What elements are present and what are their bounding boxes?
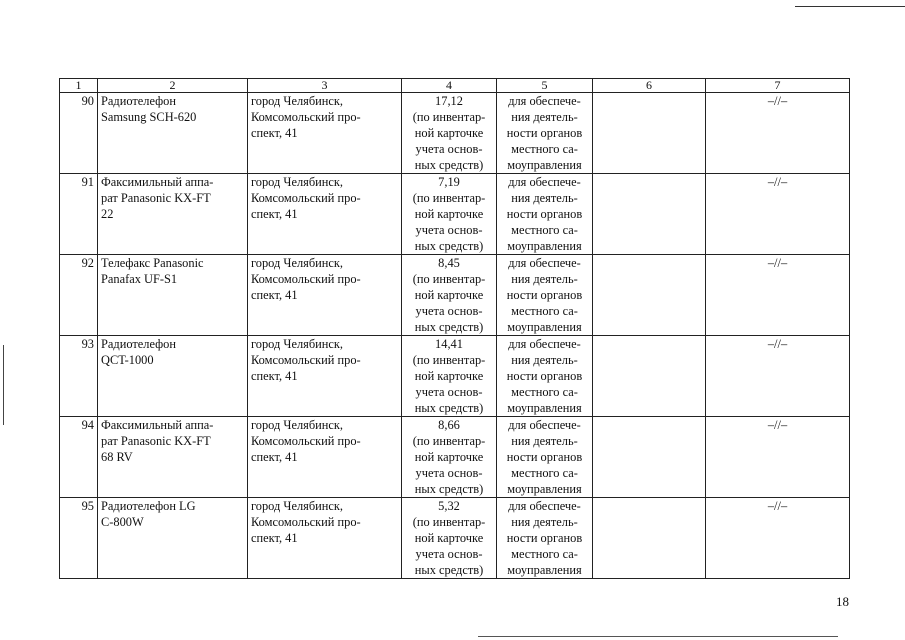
purpose-cell — [497, 174, 593, 255]
item-name-line: Радиотелефон — [101, 337, 176, 351]
purpose-line: моуправления — [507, 563, 582, 577]
address-cell — [248, 498, 402, 579]
value-line: учета основ- — [415, 223, 483, 237]
purpose-line: для обеспече- — [508, 499, 581, 513]
item-name-line: Panafax UF-S1 — [101, 272, 178, 286]
purpose-cell — [497, 498, 593, 579]
purpose-line: ния деятель- — [511, 434, 578, 448]
column-6-cell — [593, 255, 706, 336]
address-line: город Челябинск, — [251, 418, 344, 432]
address-cell — [248, 255, 402, 336]
value-line: (по инвентар- — [412, 110, 486, 124]
purpose-line: местного са- — [511, 466, 578, 480]
purpose-line: для обеспече- — [508, 256, 581, 270]
table-row — [60, 498, 850, 579]
page-number: 18 — [836, 594, 849, 609]
address-cell — [248, 336, 402, 417]
row-number-cell: 92 — [60, 255, 98, 336]
value-line: ных средств) — [414, 158, 484, 172]
address-cell — [248, 93, 402, 174]
property-table — [59, 78, 850, 579]
purpose-line: ния деятель- — [511, 353, 578, 367]
header-row — [60, 79, 850, 93]
item-name-line: Телефакс Panasonic — [101, 256, 204, 270]
address-line: Комсомольский про- — [251, 515, 361, 529]
value-line: (по инвентар- — [412, 191, 486, 205]
purpose-cell — [497, 93, 593, 174]
item-name-cell — [98, 174, 248, 255]
column-header-3: 3 — [248, 79, 402, 93]
purpose-line: моуправления — [507, 482, 582, 496]
address-line: город Челябинск, — [251, 256, 344, 270]
purpose-line: местного са- — [511, 547, 578, 561]
value-line: 8,45 — [438, 256, 460, 270]
bottom-rule — [478, 636, 838, 637]
address-line: спект, 41 — [251, 126, 298, 140]
purpose-line: местного са- — [511, 385, 578, 399]
value-line: 14,41 — [435, 337, 463, 351]
value-line: 17,12 — [435, 94, 463, 108]
value-line: учета основ- — [415, 142, 483, 156]
scan-edge-mark — [3, 345, 4, 425]
purpose-line: моуправления — [507, 320, 582, 334]
address-line: город Челябинск, — [251, 175, 344, 189]
address-line: Комсомольский про- — [251, 434, 361, 448]
value-cell — [402, 336, 497, 417]
value-line: (по инвентар- — [412, 272, 486, 286]
purpose-line: ния деятель- — [511, 110, 578, 124]
column-7-cell: –//– — [706, 174, 850, 255]
value-line: ных средств) — [414, 563, 484, 577]
value-line: ных средств) — [414, 482, 484, 496]
column-header-5: 5 — [497, 79, 593, 93]
column-7-cell: –//– — [706, 498, 850, 579]
value-line: учета основ- — [415, 385, 483, 399]
value-line: учета основ- — [415, 304, 483, 318]
item-name-cell — [98, 255, 248, 336]
address-line: город Челябинск, — [251, 337, 344, 351]
address-line: Комсомольский про- — [251, 353, 361, 367]
purpose-line: ности органов — [506, 288, 583, 302]
row-number-cell: 91 — [60, 174, 98, 255]
value-line: учета основ- — [415, 547, 483, 561]
purpose-line: для обеспече- — [508, 337, 581, 351]
value-line: ной карточке — [414, 207, 484, 221]
purpose-line: местного са- — [511, 304, 578, 318]
column-header-2: 2 — [98, 79, 248, 93]
item-name-line: 68 RV — [101, 450, 133, 464]
purpose-cell — [497, 255, 593, 336]
value-line: 5,32 — [438, 499, 460, 513]
item-name-line: QCT-1000 — [101, 353, 154, 367]
value-cell — [402, 174, 497, 255]
purpose-line: местного са- — [511, 142, 578, 156]
row-number-cell: 95 — [60, 498, 98, 579]
item-name-line: Факсимильный аппа- — [101, 418, 214, 432]
value-line: ной карточке — [414, 369, 484, 383]
column-6-cell — [593, 336, 706, 417]
table-row — [60, 255, 850, 336]
purpose-line: ности органов — [506, 369, 583, 383]
table-row — [60, 93, 850, 174]
table-row — [60, 417, 850, 498]
purpose-line: для обеспече- — [508, 418, 581, 432]
address-line: Комсомольский про- — [251, 110, 361, 124]
top-rule — [795, 6, 905, 7]
value-line: ной карточке — [414, 450, 484, 464]
table-body — [60, 93, 850, 579]
column-header-1: 1 — [60, 79, 98, 93]
row-number-cell: 94 — [60, 417, 98, 498]
value-line: ной карточке — [414, 288, 484, 302]
value-line: ных средств) — [414, 401, 484, 415]
purpose-line: ности органов — [506, 450, 583, 464]
purpose-line: ности органов — [506, 531, 583, 545]
column-7-cell: –//– — [706, 336, 850, 417]
purpose-line: ния деятель- — [511, 272, 578, 286]
purpose-line: моуправления — [507, 158, 582, 172]
purpose-line: для обеспече- — [508, 175, 581, 189]
value-line: ной карточке — [414, 126, 484, 140]
item-name-line: Факсимильный аппа- — [101, 175, 214, 189]
address-line: Комсомольский про- — [251, 272, 361, 286]
address-line: спект, 41 — [251, 369, 298, 383]
item-name-cell — [98, 336, 248, 417]
purpose-line: ности органов — [506, 207, 583, 221]
column-header-6: 6 — [593, 79, 706, 93]
value-line: 8,66 — [438, 418, 460, 432]
item-name-line: рат Panasonic KX-FT — [101, 434, 211, 448]
purpose-line: ности органов — [506, 126, 583, 140]
row-number-cell: 90 — [60, 93, 98, 174]
item-name-line: рат Panasonic KX-FT — [101, 191, 211, 205]
item-name-line: Samsung SCH-620 — [101, 110, 197, 124]
purpose-line: местного са- — [511, 223, 578, 237]
value-line: ных средств) — [414, 320, 484, 334]
table-row — [60, 174, 850, 255]
table-row — [60, 336, 850, 417]
value-line: (по инвентар- — [412, 353, 486, 367]
purpose-line: моуправления — [507, 401, 582, 415]
item-name-cell — [98, 417, 248, 498]
item-name-line: C-800W — [101, 515, 144, 529]
purpose-cell — [497, 417, 593, 498]
row-number-cell: 93 — [60, 336, 98, 417]
column-header-4: 4 — [402, 79, 497, 93]
item-name-line: Радиотелефон LG — [101, 499, 196, 513]
purpose-line: для обеспече- — [508, 94, 581, 108]
address-cell — [248, 174, 402, 255]
value-line: (по инвентар- — [412, 515, 486, 529]
value-line: учета основ- — [415, 466, 483, 480]
item-name-line: 22 — [101, 207, 114, 221]
purpose-line: ния деятель- — [511, 191, 578, 205]
item-name-cell — [98, 498, 248, 579]
column-6-cell — [593, 174, 706, 255]
column-6-cell — [593, 498, 706, 579]
column-7-cell: –//– — [706, 417, 850, 498]
column-6-cell — [593, 93, 706, 174]
item-name-cell — [98, 93, 248, 174]
address-cell — [248, 417, 402, 498]
value-cell — [402, 498, 497, 579]
column-7-cell: –//– — [706, 255, 850, 336]
purpose-line: моуправления — [507, 239, 582, 253]
value-cell — [402, 93, 497, 174]
column-header-7: 7 — [706, 79, 850, 93]
address-line: спект, 41 — [251, 288, 298, 302]
address-line: спект, 41 — [251, 450, 298, 464]
value-line: 7,19 — [438, 175, 460, 189]
column-6-cell — [593, 417, 706, 498]
address-line: город Челябинск, — [251, 94, 344, 108]
purpose-line: ния деятель- — [511, 515, 578, 529]
address-line: Комсомольский про- — [251, 191, 361, 205]
value-line: ных средств) — [414, 239, 484, 253]
value-cell — [402, 417, 497, 498]
value-line: (по инвентар- — [412, 434, 486, 448]
purpose-cell — [497, 336, 593, 417]
address-line: спект, 41 — [251, 531, 298, 545]
address-line: город Челябинск, — [251, 499, 344, 513]
address-line: спект, 41 — [251, 207, 298, 221]
value-cell — [402, 255, 497, 336]
value-line: ной карточке — [414, 531, 484, 545]
column-7-cell: –//– — [706, 93, 850, 174]
item-name-line: Радиотелефон — [101, 94, 176, 108]
